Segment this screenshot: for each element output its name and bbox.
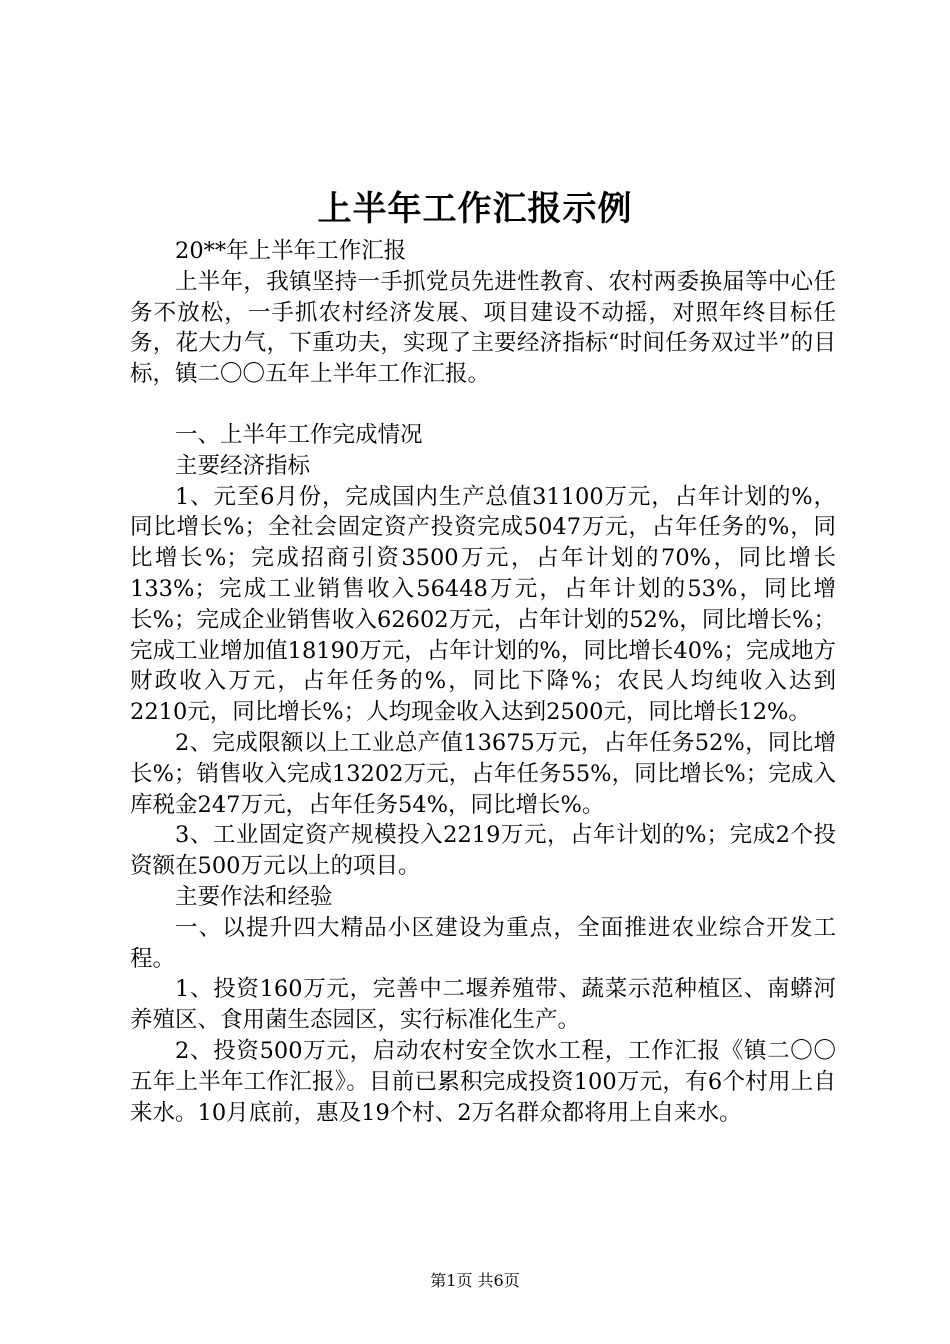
page-footer: 第1页 共6页 (430, 1271, 520, 1290)
subheading-economic-indicators: 主要经济指标 (175, 452, 311, 479)
section-heading-1: 一、上半年工作完成情况 (175, 421, 423, 448)
method-paragraph-1: 一、以提升四大精品小区建设为重点，全面推进农业综合开发工程。 (130, 914, 836, 972)
report-heading: 20**年上半年工作汇报 (175, 238, 407, 264)
indicator-paragraph-1: 1、元至6月份，完成国内生产总值31100万元，占年计划的%，同比增长%；全社会固定资产投资完成5047万元，占年任务的%，同比增长%；完成招商引资3500万元，占年计划的70%，同比增长133%；完成工业销售收入56448万元，占年计划的53%，同比增长%；完成企业销售收入62602万元，占年计划的52%，同比增长%；完成工业增加值18190万元，占年计划的%，同比增长40%；完成地方财政收入万元，占年任务的%，同比下降%；农民人均纯收入达到2210元，同比增长%；人均现金收入达到2500元，同比增长12%。 (130, 483, 836, 726)
document-title: 上半年工作汇报示例 (317, 189, 633, 229)
indicator-paragraph-3: 3、工业固定资产规模投入2219万元，占年计划的%；完成2个投资额在500万元以上的项目。 (130, 822, 836, 880)
document-body (130, 236, 836, 1128)
subheading-methods: 主要作法和经验 (175, 883, 333, 910)
indicator-paragraph-2: 2、完成限额以上工业总产值13675万元，占年任务52%，同比增长%；销售收入完成13202万元，占年任务55%，同比增长%；完成入库税金247万元，占年任务54%，同比增长%。 (130, 729, 836, 818)
method-paragraph-3: 2、投资500万元，启动农村安全饮水工程，工作汇报《镇二〇〇五年上半年工作汇报》。目前已累积完成投资100万元，有6个村用上自来水。10月底前，惠及19个村、2万名群众都将用上自来水。 (130, 1037, 836, 1126)
intro-paragraph: 上半年，我镇坚持一手抓党员先进性教育、农村两委换届等中心任务不放松，一手抓农村经济发展、项目建设不动摇，对照年终目标任务，花大力气，下重功夫，实现了主要经济指标“时间任务双过半”的目标，镇二〇〇五年上半年工作汇报。 (130, 268, 836, 388)
method-paragraph-2: 1、投资160万元，完善中二堰养殖带、蔬菜示范种植区、南蟒河养殖区、食用菌生态园区，实行标准化生产。 (130, 976, 836, 1034)
